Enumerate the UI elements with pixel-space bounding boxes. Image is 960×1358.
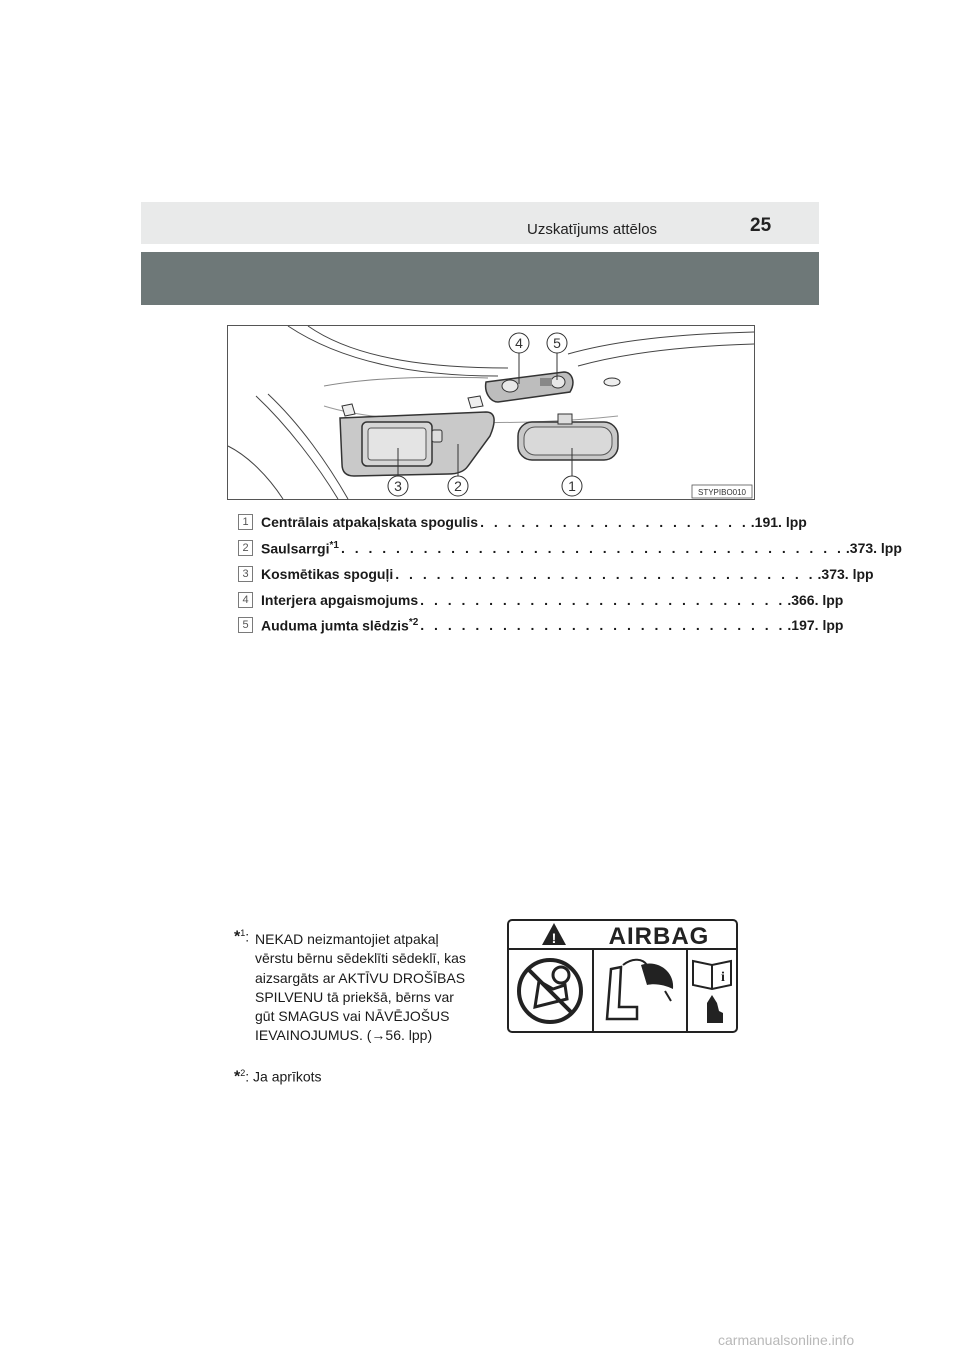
callout-2 bbox=[448, 476, 468, 496]
item-dots: . . . . . . . . . . . . . . . . . . . . . . . . . . . . . . . bbox=[395, 566, 816, 582]
footnote-2: *$^2$: Ja aprīkots bbox=[234, 1068, 322, 1086]
item-label: Interjera apgaismojums bbox=[261, 592, 419, 608]
item-number: 2 bbox=[238, 540, 253, 556]
item-page-ref[interactable]: .197. lpp bbox=[787, 617, 844, 633]
item-page-ref[interactable]: .366. lpp bbox=[787, 592, 844, 608]
svg-text:2: 2 bbox=[454, 478, 462, 494]
item-page-ref[interactable]: .373. lpp bbox=[845, 540, 902, 556]
list-item bbox=[238, 614, 844, 636]
list-item bbox=[238, 537, 902, 559]
svg-text:1: 1 bbox=[568, 478, 576, 494]
callout-5 bbox=[547, 333, 567, 353]
list-item bbox=[238, 511, 807, 533]
item-number: 1 bbox=[238, 514, 253, 530]
footnote-1-text: NEKAD neizmantojiet atpakaļ vērstu bērnu sēdeklīti sēdeklī, kas aizsargāts ar AKTĪVU DROŠĪBAS SPILVENU tā priekšā, bērns var gūt SMAGUS vai NĀVĒJOŠUS IEVAINOJUMUS. (→56. lpp) bbox=[255, 931, 466, 1044]
svg-text:!: ! bbox=[551, 930, 557, 946]
svg-text:4: 4 bbox=[515, 335, 523, 351]
item-page-ref[interactable]: .191. lpp bbox=[750, 514, 807, 530]
item-label: Auduma jumta slēdzis$^{*2}$ bbox=[261, 616, 419, 634]
illustration-code: STYPIBO010 bbox=[697, 488, 747, 497]
item-label: Centrālais atpakaļskata spogulis bbox=[261, 514, 479, 530]
header-bar bbox=[141, 202, 819, 244]
item-number: 3 bbox=[238, 566, 253, 582]
list-item bbox=[238, 589, 844, 611]
airbag-warning-label bbox=[507, 919, 738, 1033]
svg-text:5: 5 bbox=[553, 335, 561, 351]
callout-3 bbox=[388, 476, 408, 496]
list-item bbox=[238, 563, 874, 585]
callout-4 bbox=[509, 333, 529, 353]
footnote-1-marker: *$^1$: bbox=[234, 928, 250, 946]
header-title: Uzskatījums attēlos bbox=[527, 221, 658, 238]
no-rear-facing-child-seat-icon bbox=[519, 960, 581, 1022]
svg-text:i: i bbox=[721, 970, 725, 985]
item-footnote-marker: *2 bbox=[408, 616, 419, 628]
item-label: Saulsarrgi$^{*1}$ bbox=[261, 539, 339, 557]
page-number: 25 bbox=[750, 215, 772, 236]
item-page-ref[interactable]: .373. lpp bbox=[817, 566, 874, 582]
item-label: Kosmētikas spoguļi bbox=[261, 566, 394, 582]
item-dots: . . . . . . . . . . . . . . . . . . . . . . . . . . . bbox=[420, 592, 786, 608]
item-dots: . . . . . . . . . . . . . . . . . . . . . . . . . . . bbox=[420, 617, 786, 633]
item-footnote-marker: *1 bbox=[329, 539, 339, 551]
svg-text:3: 3 bbox=[394, 478, 402, 494]
section-banner bbox=[141, 252, 819, 305]
item-dots: . . . . . . . . . . . . . . . . . . . . . . . . . . . . . . . . . . . . . bbox=[340, 540, 844, 556]
watermark: carmanualsonline.info bbox=[718, 1332, 855, 1348]
interior-illustration bbox=[227, 325, 755, 500]
item-dots: . . . . . . . . . . . . . . . . . . . . bbox=[480, 514, 749, 530]
item-number: 5 bbox=[238, 617, 253, 633]
airbag-label-text: AIRBAG bbox=[608, 923, 710, 950]
item-number: 4 bbox=[238, 592, 253, 608]
callout-1 bbox=[562, 476, 582, 496]
